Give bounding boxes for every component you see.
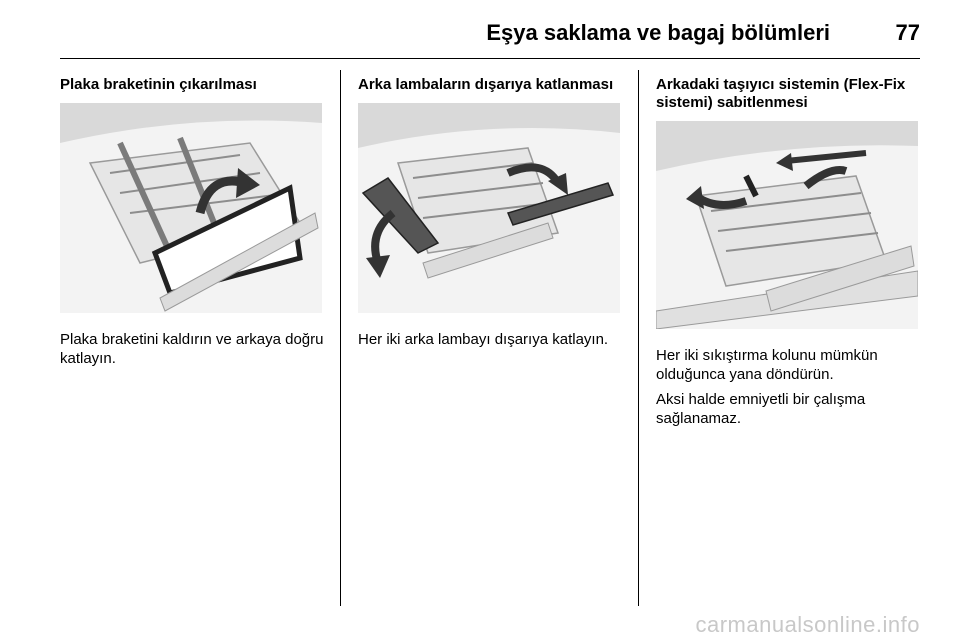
section-text <box>358 330 628 355</box>
section-text <box>656 346 924 434</box>
rear-lamps-illustration <box>358 103 620 313</box>
watermark: carmanualsonline.info <box>695 612 920 637</box>
page-title: Eşya saklama ve bagaj bölümleri <box>486 20 830 45</box>
paragraph: Her iki arka lambayı dışarıya katlayın. <box>358 331 609 348</box>
paragraph: Her iki sıkıştırma kolunu mümkün olduğunca yana döndürün. <box>656 347 878 383</box>
paragraph: Plaka braketini kaldırın ve arkaya doğru katlayın. <box>60 331 324 367</box>
section-flex-fix <box>656 76 921 112</box>
section-plate-bracket <box>60 76 325 94</box>
page-header <box>60 14 920 59</box>
section-heading: Arka lambaların dışarıya katlanması <box>358 76 614 93</box>
section-heading: Plaka braketinin çıkarılması <box>60 76 257 93</box>
plate-bracket-illustration <box>60 103 322 313</box>
section-rear-lamps <box>358 76 623 94</box>
column-divider <box>638 70 639 606</box>
column-divider <box>340 70 341 606</box>
flex-fix-illustration <box>656 121 918 329</box>
paragraph: Aksi halde emniyetli bir çalışma sağlanamaz. <box>656 391 866 427</box>
section-heading: Arkadaki taşıyıcı sistemin (Flex-Fix sistemi) sabitlenmesi <box>656 76 906 111</box>
page-number: 77 <box>895 20 920 45</box>
section-text <box>60 330 325 374</box>
